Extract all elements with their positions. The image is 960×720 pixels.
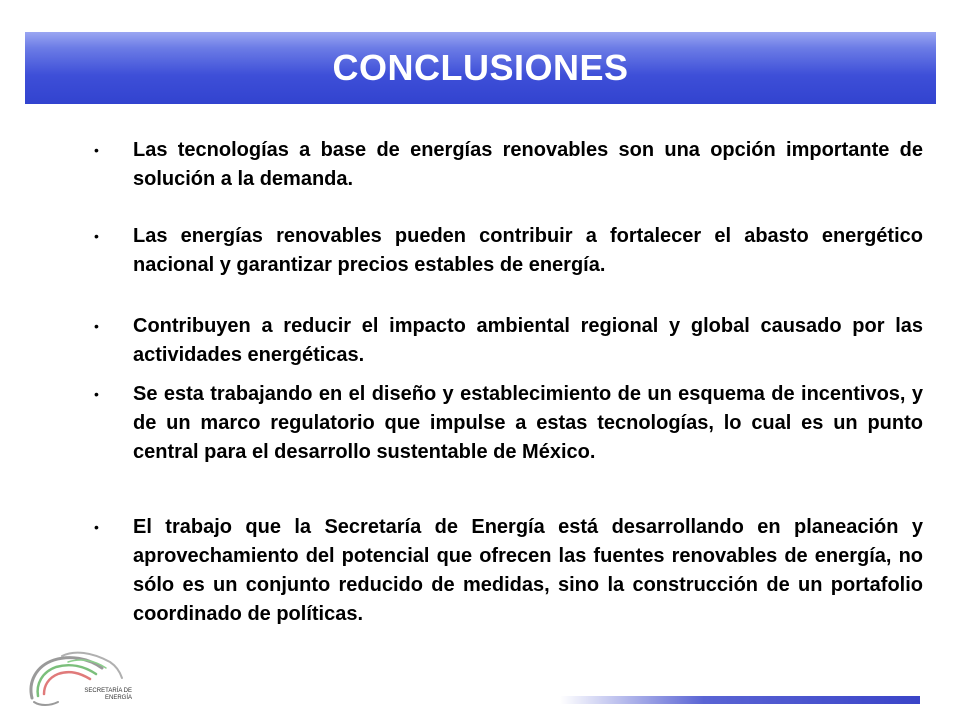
footer-accent-bar — [560, 696, 920, 704]
bullet-item — [94, 222, 923, 280]
bullet-text: Se esta trabajando en el diseño y establecimiento de un esquema de incentivos, y de un marco regulatorio que impulse a estas tecnologías, lo cual es un punto central para el desarrollo sustentable de México. — [133, 383, 923, 463]
bullet-icon: • — [94, 318, 99, 334]
logo-caption-line2: ENERGÍA — [104, 695, 132, 701]
bullet-text: Contribuyen a reducir el impacto ambiental regional y global causado por las actividades energéticas. — [133, 315, 923, 366]
title-banner — [25, 32, 936, 104]
bullet-text: Las energías renovables pueden contribuir a fortalecer el abasto energético nacional y garantizar precios estables de energía. — [133, 225, 923, 276]
bullet-item — [94, 380, 923, 467]
bullet-text: El trabajo que la Secretaría de Energía está desarrollando en planeación y aprovechamiento del potencial que ofrecen las fuentes renovables de energía, no sólo es un conjunto reducido de medidas, sino la construcción de un portafolio coordinado de políticas. — [133, 516, 923, 625]
slide-title: CONCLUSIONES — [332, 47, 629, 88]
bullet-item — [94, 312, 923, 370]
bullet-icon: • — [94, 519, 99, 535]
logo-caption-line1: SECRETARÍA DE — [84, 688, 132, 694]
bullet-item — [94, 136, 923, 194]
bullet-text: Las tecnologías a base de energías renovables son una opción importante de solución a la demanda. — [133, 139, 923, 190]
bullet-icon: • — [94, 228, 99, 244]
bullet-item — [94, 513, 923, 629]
bullet-icon: • — [94, 386, 99, 402]
logo-caption — [72, 688, 132, 702]
bullet-icon: • — [94, 142, 99, 158]
